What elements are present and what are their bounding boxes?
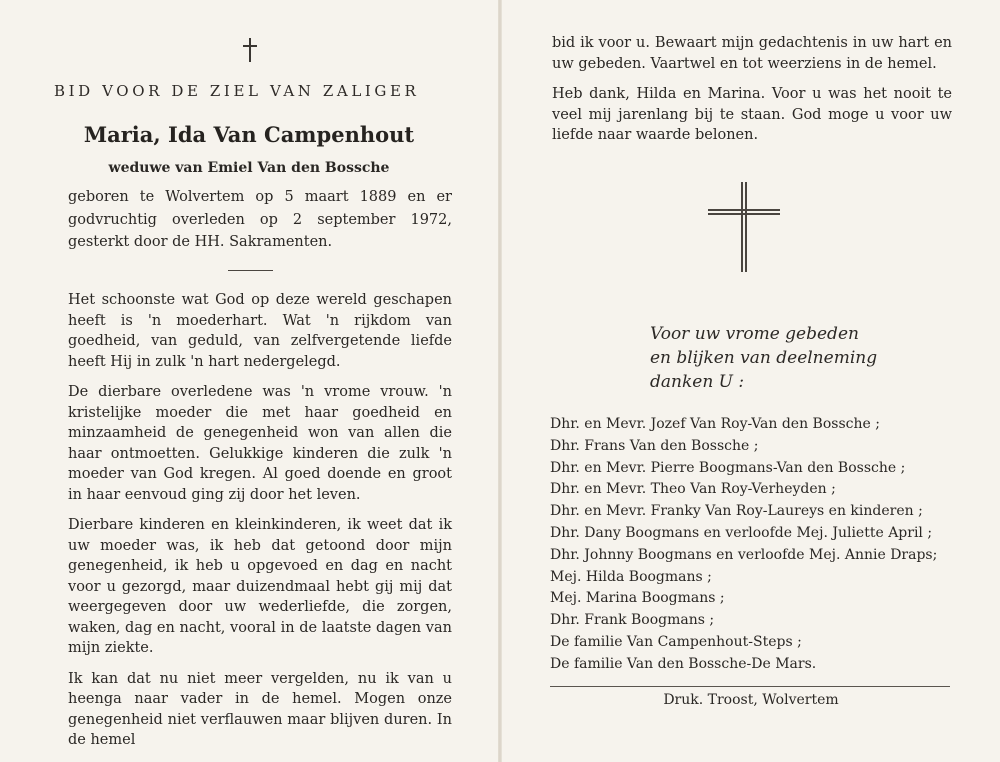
paragraph: Ik kan dat nu niet meer vergelden, nu ik van u heenga naar vader in de hemel. Mogen onze genegenheid niet verflauwen maar blijven duren. In de hemel [68,670,452,748]
list-item: Dhr. en Mevr. Theo Van Roy-Verheyden ; [550,481,836,498]
thanks-line: en blijken van deelneming [650,348,878,368]
list-item: Dhr. en Mevr. Pierre Boogmans-Van den Bossche ; [550,459,906,476]
left-page [0,0,498,762]
paragraph: Het schoonste wat God op deze wereld geschapen heeft is 'n moederhart. Wat 'n rijkdom van goedheid, van geduld, van zelfvergetende liefde heeft Hij in zulk 'n hart nedergelegd. [68,292,452,370]
large-cross-icon [708,182,780,272]
list-item: Mej. Marina Boogmans ; [550,590,725,607]
thanks-line: Voor uw vrome gebeden [650,324,859,344]
list-item: Mej. Hilda Boogmans ; [550,568,712,585]
list-item: Dhr. en Mevr. Franky Van Roy-Laureys en kinderen ; [550,503,923,520]
paragraph: De dierbare overledene was 'n vrome vrouw. 'n kristelijke moeder die met haar goedheid en minzaamheid de genegenheid won van allen die haar ontmoetten. Gelukkige kinderen die zulk 'n moeder van God kregen. Al goed doende en groot in haar eenvoud ging zij door het leven. [68,384,452,503]
list-item: Dhr. Frank Boogmans ; [550,612,715,629]
footer-divider [550,686,950,687]
printer-credit: Druk. Troost, Wolvertem [663,692,839,708]
prayer-heading: BID VOOR DE ZIEL VAN ZALIGER [54,82,420,100]
thanks-line: danken U : [650,372,745,392]
thanks-heading [650,322,950,394]
left-body [68,290,452,761]
list-item: De familie Van den Bossche-De Mars. [550,655,817,672]
list-item: Dhr. Frans Van den Bossche ; [550,437,759,454]
list-item: Dhr. Dany Boogmans en verloofde Mej. Juliette April ; [550,524,933,541]
small-cross-icon [240,38,260,62]
deceased-name: Maria, Ida Van Campenhout [83,122,415,147]
family-list [550,414,970,676]
paragraph: Dierbare kinderen en kleinkinderen, ik weet dat ik uw moeder was, ik heb dat getoond door mijn genegenheid, ik heb u opgevoed en dag en nacht voor u gezorgd, maar duizendmaal hebt gij mij dat weergegeven door uw wederliefde, die zorgen, waken, dag en nacht, vooral in de laatste dagen van mijn ziekte. [68,517,452,656]
paragraph: Heb dank, Hilda en Marina. Voor u was het nooit te veel mij jarenlang bij te staan. God moge u voor uw liefde naar waarde belonen. [552,86,952,143]
birth-death-text: geboren te Wolvertem op 5 maart 1889 en er godvruchtig overleden op 2 september 1972, gesterkt door de HH. Sakramenten. [68,189,452,250]
divider [228,270,273,271]
paragraph: bid ik voor u. Bewaart mijn gedachtenis in uw hart en uw gebeden. Vaartwel en tot weerziens in de hemel. [552,35,952,72]
list-item: Dhr. Johnny Boogmans en verloofde Mej. Annie Draps; [550,546,938,563]
list-item: Dhr. en Mevr. Jozef Van Roy-Van den Bossche ; [550,416,880,432]
list-item: De familie Van Campenhout-Steps ; [550,633,802,650]
right-page [502,0,1000,762]
right-body [552,33,952,156]
widow-of: weduwe van Emiel Van den Bossche [108,160,390,176]
